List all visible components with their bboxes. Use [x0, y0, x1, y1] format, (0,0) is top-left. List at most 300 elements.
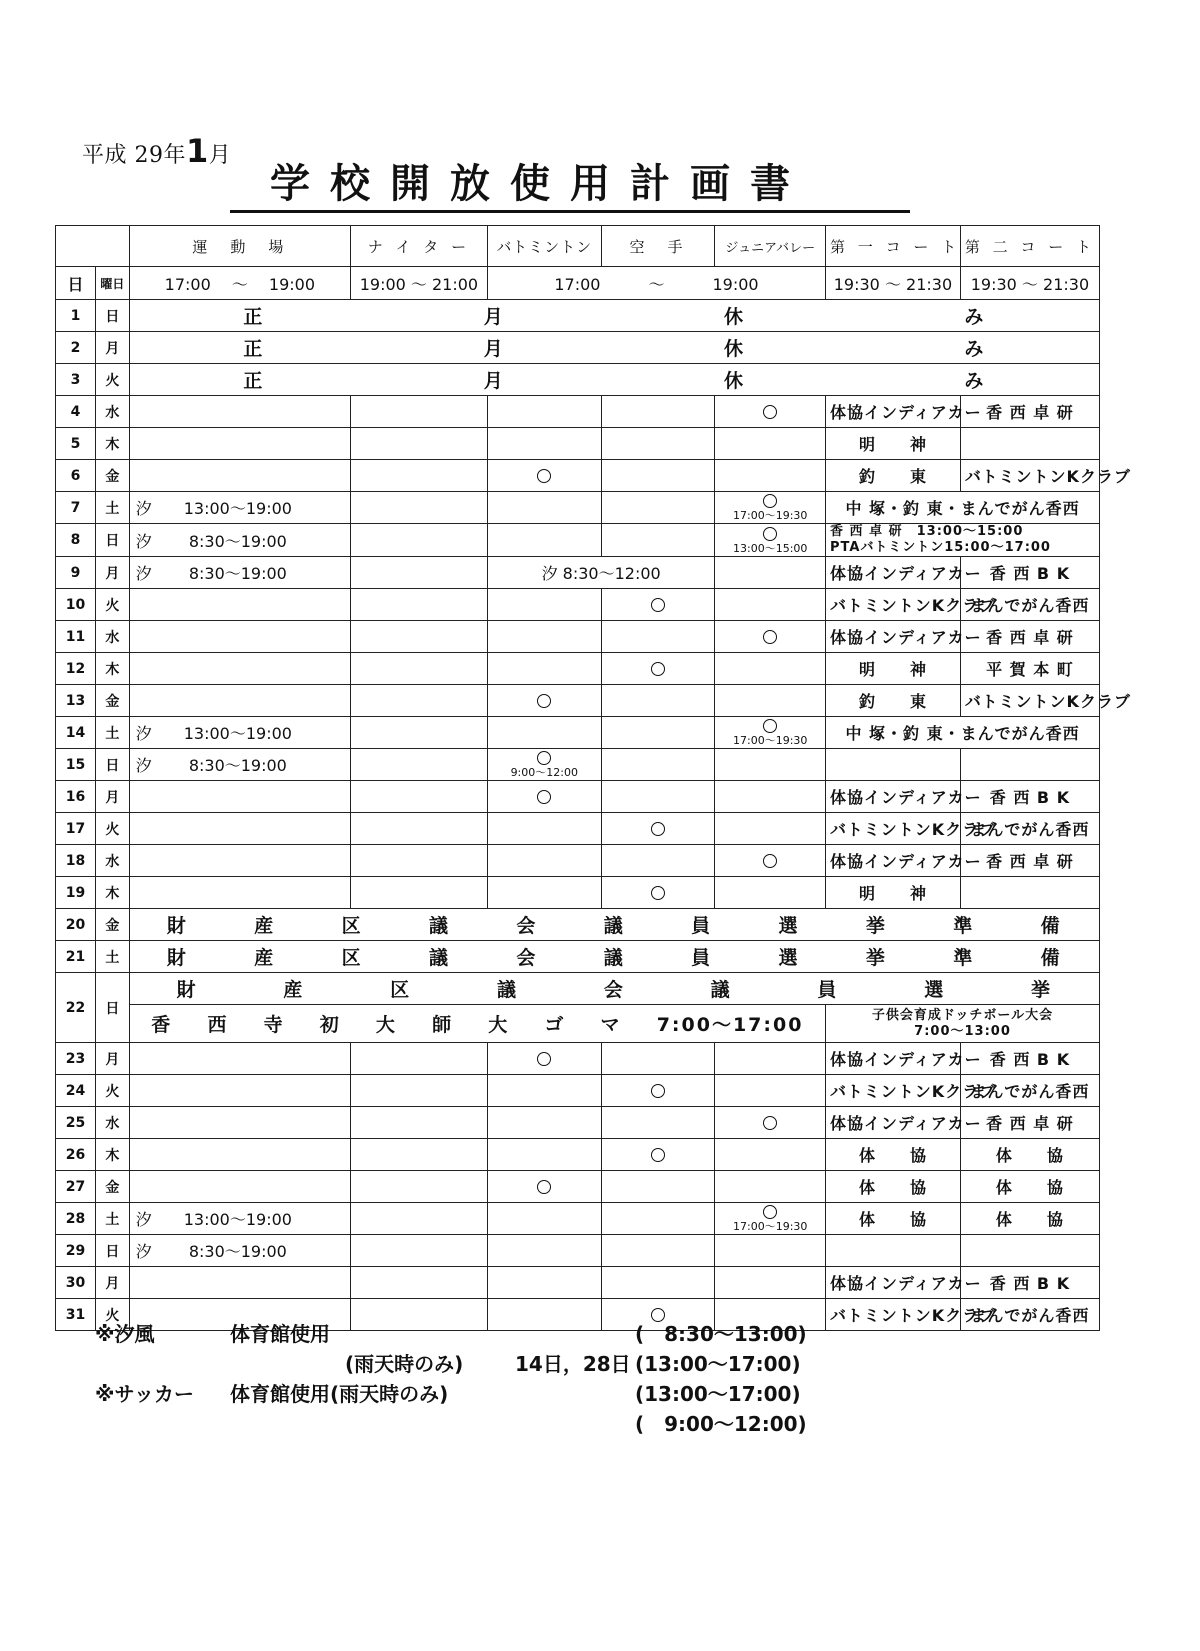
day-number: 23 [56, 1043, 96, 1075]
day-number: 13 [56, 685, 96, 717]
mark-time: 17:00～19:30 [733, 509, 808, 522]
ground-cell [129, 1043, 350, 1075]
day-number: 19 [56, 877, 96, 909]
weekday: 火 [96, 1075, 130, 1107]
spread-char: 区 [341, 915, 363, 937]
circle-icon [763, 1116, 777, 1130]
nighter-cell [350, 749, 487, 781]
col-court1: 第 一 コ ー ト [826, 226, 961, 267]
time-court2: 19:30 ～ 21:30 [960, 267, 1099, 300]
spread-char: 選 [778, 947, 800, 969]
junior-volley-cell [715, 717, 826, 749]
weekday: 日 [96, 973, 130, 1043]
karate-cell [601, 460, 715, 492]
circle-icon [763, 630, 777, 644]
ground-cell: 汐 13:00～19:00 [129, 717, 350, 749]
court-merged-cell [826, 524, 1100, 557]
spread-char: 挙 [865, 915, 887, 937]
circle-icon [763, 1205, 777, 1219]
event-char: 師 [432, 1014, 454, 1036]
weekday: 日 [96, 524, 130, 557]
weekday: 火 [96, 589, 130, 621]
karate-cell [601, 1107, 715, 1139]
ground-cell [129, 781, 350, 813]
spread-char: 議 [429, 915, 451, 937]
event-char: 大 [488, 1014, 510, 1036]
header-row-times [56, 267, 1100, 300]
court2-cell: まんでがん香西 [960, 1299, 1099, 1331]
badminton-cell [487, 1171, 601, 1203]
ground-cell [129, 1107, 350, 1139]
table-row [56, 845, 1100, 877]
circle-icon [537, 751, 551, 765]
spread-char: 議 [497, 979, 519, 1001]
court2-cell: バトミントンKクラブ [960, 685, 1099, 717]
karate-cell [601, 1267, 715, 1299]
page-title: 学校開放使用計画書 [230, 158, 910, 213]
weekday-header: 曜日 [96, 267, 130, 300]
badminton-cell [487, 1235, 601, 1267]
junior-volley-cell [715, 1107, 826, 1139]
court-merged-cell: 中 塚・釣 東・まんでがん香西 [826, 492, 1100, 524]
court1-cell [826, 1235, 961, 1267]
time-court1: 19:30 ～ 21:30 [826, 267, 961, 300]
spread-char: み [964, 370, 986, 392]
junior-volley-cell [715, 1267, 826, 1299]
weekday: 火 [96, 1299, 130, 1331]
junior-volley-cell [715, 524, 826, 557]
table-row [56, 749, 1100, 781]
weekday: 金 [96, 1171, 130, 1203]
junior-volley-cell [715, 877, 826, 909]
ground-cell [129, 813, 350, 845]
weekday: 火 [96, 364, 130, 396]
mark-time: 17:00～19:30 [733, 734, 808, 747]
mark-circle [492, 469, 597, 483]
court1-cell: 体協インディアカー [826, 845, 961, 877]
note2-days: 14日，28日 [515, 1352, 631, 1376]
day-number: 11 [56, 621, 96, 653]
court2-cell [960, 1235, 1099, 1267]
karate-cell [601, 1171, 715, 1203]
karate-cell [601, 813, 715, 845]
circle-icon [651, 886, 665, 900]
court1-cell: 体 協 [826, 1171, 961, 1203]
spread-char: 月 [483, 370, 505, 392]
court2-cell [960, 428, 1099, 460]
weekday: 木 [96, 877, 130, 909]
spread-char: 議 [603, 947, 625, 969]
day-number: 27 [56, 1171, 96, 1203]
day-number: 28 [56, 1203, 96, 1235]
col-court2: 第 二 コ ー ト [960, 226, 1099, 267]
spread-char: 区 [390, 979, 412, 1001]
ground-cell: 汐 8:30～19:00 [129, 524, 350, 557]
nighter-cell [350, 396, 487, 428]
table-row [56, 1171, 1100, 1203]
badminton-cell [487, 813, 601, 845]
karate-cell [601, 524, 715, 557]
spread-char: み [964, 338, 986, 360]
day-number: 1 [56, 300, 96, 332]
court2-cell: 香 西 卓 研 [960, 621, 1099, 653]
karate-cell [601, 749, 715, 781]
circle-icon [537, 1052, 551, 1066]
nighter-cell [350, 621, 487, 653]
mark-time: 17:00～19:30 [733, 1220, 808, 1233]
spread-char: 議 [603, 915, 625, 937]
mark-circle [606, 822, 711, 836]
holiday-cell [129, 364, 1099, 396]
badminton-cell [487, 781, 601, 813]
spread-char: 産 [283, 979, 305, 1001]
nighter-cell [350, 1235, 487, 1267]
weekday: 木 [96, 1139, 130, 1171]
table-row [56, 1203, 1100, 1235]
spread-char: 財 [176, 979, 198, 1001]
table-row [56, 813, 1100, 845]
spread-char: 会 [516, 947, 538, 969]
schedule-table [55, 225, 1131, 1331]
junior-volley-cell [715, 1203, 826, 1235]
event-char: 寺 [263, 1014, 285, 1036]
dodgeball-label: 子供会育成ドッチボール大会 [871, 1007, 1054, 1023]
time-ground: 17:00 ～ 19:00 [129, 267, 350, 300]
mark-circle [606, 1148, 711, 1162]
spread-char: 財 [166, 915, 188, 937]
karate-cell [601, 1235, 715, 1267]
spread-char: 休 [724, 338, 746, 360]
note1-text: 体育館使用 [230, 1322, 330, 1346]
circle-icon [763, 405, 777, 419]
nighter-cell [350, 1171, 487, 1203]
badminton-cell [487, 1043, 601, 1075]
mark-circle [606, 1084, 711, 1098]
badminton-cell [487, 428, 601, 460]
court1-cell: 明 神 [826, 428, 961, 460]
karate-cell [601, 781, 715, 813]
note3-time: (13:00～17:00) [635, 1382, 801, 1406]
badminton-cell [487, 1267, 601, 1299]
court2-cell: 香 西 卓 研 [960, 396, 1099, 428]
spread-char: 員 [817, 979, 839, 1001]
spread-char: 議 [429, 947, 451, 969]
note4-time: ( 9:00～12:00) [635, 1412, 807, 1436]
badminton-karate-cell: 汐 8:30～12:00 [487, 557, 715, 589]
ground-cell: 汐 13:00～19:00 [129, 492, 350, 524]
table-row [56, 492, 1100, 524]
mark-circle [719, 1205, 821, 1232]
junior-volley-cell [715, 1075, 826, 1107]
table-row [56, 1075, 1100, 1107]
ground-cell: 汐 8:30～19:00 [129, 749, 350, 781]
junior-volley-cell [715, 492, 826, 524]
holiday-cell [129, 300, 1099, 332]
weekday: 土 [96, 1203, 130, 1235]
spread-char: 員 [691, 947, 713, 969]
table-row [56, 621, 1100, 653]
nighter-cell [350, 717, 487, 749]
spread-char: 月 [483, 338, 505, 360]
header-corner [56, 226, 130, 267]
dodgeball-time: 7:00～13:00 [914, 1023, 1011, 1039]
day-number: 17 [56, 813, 96, 845]
table-row [56, 685, 1100, 717]
ground-cell [129, 396, 350, 428]
spread-char: 産 [254, 947, 276, 969]
era-month: 1 [186, 132, 209, 170]
karate-cell [601, 589, 715, 621]
day-number: 31 [56, 1299, 96, 1331]
court2-cell: まんでがん香西 [960, 813, 1099, 845]
junior-volley-cell [715, 813, 826, 845]
circle-icon [763, 854, 777, 868]
header-row-labels [56, 226, 1100, 267]
court1-cell: 体協インディアカー [826, 1107, 961, 1139]
weekday: 月 [96, 1267, 130, 1299]
badminton-cell [487, 460, 601, 492]
mark-circle [719, 854, 821, 868]
mark-circle [719, 1116, 821, 1130]
weekday: 木 [96, 653, 130, 685]
ground-cell [129, 621, 350, 653]
day-number: 6 [56, 460, 96, 492]
court1-cell: 体 協 [826, 1203, 961, 1235]
badminton-cell [487, 589, 601, 621]
event-char: 香 [151, 1014, 173, 1036]
spread-char: 産 [254, 915, 276, 937]
court2-cell: 体 協 [960, 1139, 1099, 1171]
notes [95, 1318, 855, 1438]
table-row [56, 300, 1100, 332]
court2-cell: 香 西 B K [960, 1267, 1099, 1299]
court1-cell: バトミントンKクラブ [826, 813, 961, 845]
spread-char: 財 [166, 947, 188, 969]
era-prefix: 平成 29年 [82, 143, 186, 168]
mark-circle [719, 527, 821, 554]
court2-cell: 平 賀 本 町 [960, 653, 1099, 685]
nighter-cell [350, 1043, 487, 1075]
junior-volley-cell [715, 653, 826, 685]
table-row [56, 428, 1100, 460]
day-number: 2 [56, 332, 96, 364]
event-char: 大 [375, 1014, 397, 1036]
day-number: 24 [56, 1075, 96, 1107]
badminton-cell [487, 1075, 601, 1107]
table-row [56, 524, 1100, 557]
weekday: 木 [96, 428, 130, 460]
col-ground: 運 動 場 [129, 226, 350, 267]
col-junior-volley: ジュニアバレー [715, 226, 826, 267]
mark-circle [492, 751, 597, 778]
col-badminton: バトミントン [487, 226, 601, 267]
weekday: 日 [96, 749, 130, 781]
table-row [56, 717, 1100, 749]
nighter-cell [350, 589, 487, 621]
day-number: 29 [56, 1235, 96, 1267]
time-nighter: 19:00 ～ 21:00 [350, 267, 487, 300]
court1-cell: 体協インディアカー [826, 1267, 961, 1299]
table-row [56, 589, 1100, 621]
ground-cell [129, 1267, 350, 1299]
spread-char: 準 [953, 947, 975, 969]
circle-icon [651, 598, 665, 612]
badminton-cell [487, 524, 601, 557]
court1-cell: 体協インディアカー [826, 557, 961, 589]
weekday: 水 [96, 845, 130, 877]
badminton-cell [487, 877, 601, 909]
ground-cell [129, 428, 350, 460]
ground-cell [129, 685, 350, 717]
karate-cell [601, 877, 715, 909]
weekday: 土 [96, 717, 130, 749]
spread-char: み [964, 306, 986, 328]
badminton-cell [487, 1203, 601, 1235]
table-row [56, 1005, 1100, 1043]
spread-char: 正 [243, 370, 265, 392]
weekday: 金 [96, 685, 130, 717]
spread-char: 正 [243, 338, 265, 360]
karate-cell [601, 1203, 715, 1235]
karate-cell [601, 428, 715, 460]
day-number: 25 [56, 1107, 96, 1139]
circle-icon [537, 469, 551, 483]
note2-text: (雨天時のみ) [345, 1352, 464, 1376]
day-number: 12 [56, 653, 96, 685]
event-char: 初 [319, 1014, 341, 1036]
karate-cell [601, 1075, 715, 1107]
event-char: 西 [207, 1014, 229, 1036]
court1-cell: 明 神 [826, 653, 961, 685]
junior-volley-cell [715, 396, 826, 428]
court2-cell: 体 協 [960, 1171, 1099, 1203]
spread-char: 休 [724, 306, 746, 328]
karate-cell [601, 621, 715, 653]
ground-cell [129, 460, 350, 492]
day-number: 16 [56, 781, 96, 813]
court2-cell: まんでがん香西 [960, 1075, 1099, 1107]
karate-cell [601, 1043, 715, 1075]
event-cell [129, 1005, 825, 1043]
junior-volley-cell [715, 460, 826, 492]
circle-icon [763, 494, 777, 508]
spread-char: 正 [243, 306, 265, 328]
circle-icon [651, 662, 665, 676]
court1-cell [826, 749, 961, 781]
table-row [56, 1235, 1100, 1267]
spread-char: 備 [1040, 915, 1062, 937]
weekday: 月 [96, 332, 130, 364]
spread-char: 員 [691, 915, 713, 937]
day-number: 9 [56, 557, 96, 589]
day-number: 22 [56, 973, 96, 1043]
day-number: 26 [56, 1139, 96, 1171]
mark-circle [719, 405, 821, 419]
weekday: 火 [96, 813, 130, 845]
circle-icon [651, 1148, 665, 1162]
weekday: 日 [96, 1235, 130, 1267]
day-number: 15 [56, 749, 96, 781]
mark-circle [606, 662, 711, 676]
nighter-cell [350, 1203, 487, 1235]
col-karate: 空 手 [601, 226, 715, 267]
nighter-cell [350, 428, 487, 460]
karate-cell [601, 685, 715, 717]
dodgeball-cell [826, 1005, 1100, 1043]
weekday: 月 [96, 781, 130, 813]
weekday: 日 [96, 300, 130, 332]
mark-circle [719, 630, 821, 644]
weekday: 金 [96, 460, 130, 492]
circle-icon [651, 1084, 665, 1098]
table-row [56, 332, 1100, 364]
table-row [56, 653, 1100, 685]
day-number: 4 [56, 396, 96, 428]
note1-time: ( 8:30～13:00) [635, 1322, 807, 1346]
spread-char: 選 [778, 915, 800, 937]
ground-cell [129, 877, 350, 909]
spread-char: 挙 [865, 947, 887, 969]
karate-cell [601, 653, 715, 685]
court1-cell: 釣 東 [826, 685, 961, 717]
court1-cell: 体 協 [826, 1139, 961, 1171]
table-row [56, 1267, 1100, 1299]
event-time: 7:00～17:00 [656, 1014, 804, 1036]
day-number: 7 [56, 492, 96, 524]
election-cell [129, 909, 1099, 941]
table-row [56, 877, 1100, 909]
junior-volley-cell [715, 621, 826, 653]
ground-cell [129, 653, 350, 685]
day-number: 5 [56, 428, 96, 460]
nighter-cell [350, 877, 487, 909]
day-number: 8 [56, 524, 96, 557]
court2-cell: 香 西 B K [960, 557, 1099, 589]
era-date [82, 132, 231, 170]
spread-char: 月 [483, 306, 505, 328]
circle-icon [763, 527, 777, 541]
mark-circle [492, 1052, 597, 1066]
weekday: 月 [96, 557, 130, 589]
badminton-cell [487, 749, 601, 781]
spread-char: 休 [724, 370, 746, 392]
badminton-cell [487, 1139, 601, 1171]
nighter-cell [350, 492, 487, 524]
junior-volley-cell [715, 1043, 826, 1075]
badminton-cell [487, 492, 601, 524]
ground-cell [129, 589, 350, 621]
nighter-cell [350, 460, 487, 492]
badminton-cell [487, 717, 601, 749]
junior-volley-cell [715, 685, 826, 717]
table-row [56, 557, 1100, 589]
table-row [56, 1107, 1100, 1139]
weekday: 月 [96, 1043, 130, 1075]
junior-volley-cell [715, 781, 826, 813]
court2-cell: 体 協 [960, 1203, 1099, 1235]
spread-char: 挙 [1031, 979, 1053, 1001]
court1-cell: 体協インディアカー [826, 396, 961, 428]
junior-volley-cell [715, 1139, 826, 1171]
mark-circle [606, 598, 711, 612]
ground-cell: 汐 8:30～19:00 [129, 557, 350, 589]
day-number: 21 [56, 941, 96, 973]
court1-cell: バトミントンKクラブ [826, 1299, 961, 1331]
weekday: 金 [96, 909, 130, 941]
holiday-cell [129, 332, 1099, 364]
spread-char: 準 [953, 915, 975, 937]
election-cell [129, 941, 1099, 973]
